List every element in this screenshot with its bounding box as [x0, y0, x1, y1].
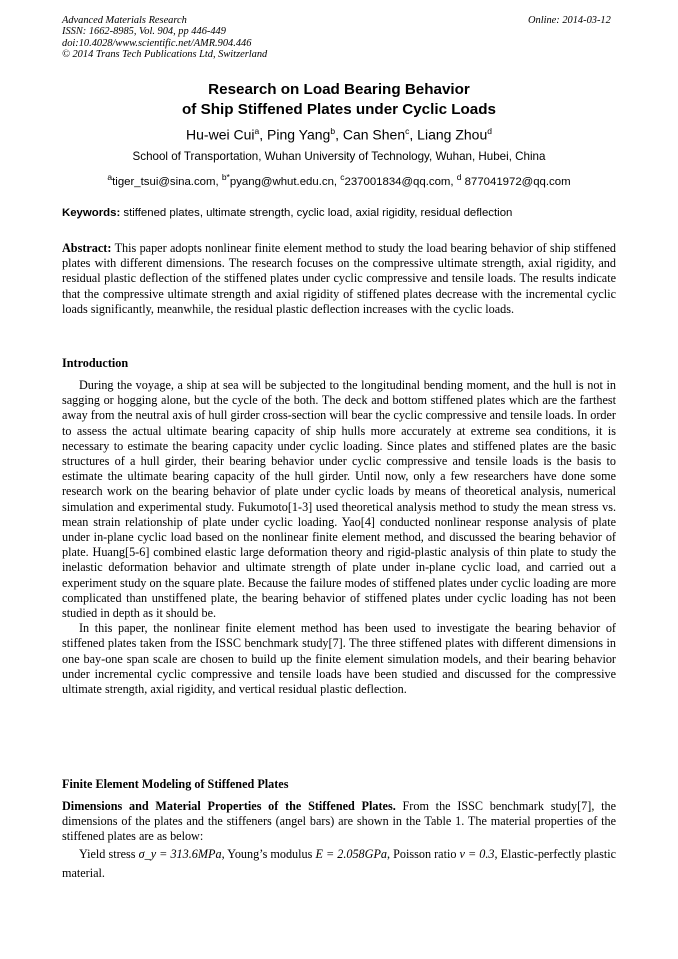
young-label: Young’s modulus [227, 847, 313, 861]
author-sup: c [405, 126, 410, 136]
email-sup: c [340, 172, 345, 182]
email-link[interactable]: tiger_tsui@sina.com, [112, 175, 222, 188]
section-heading-introduction: Introduction [62, 356, 129, 370]
journal-copyright: © 2014 Trans Tech Publications Ltd, Switzerland [62, 49, 268, 61]
dimensions-subsection [62, 799, 616, 845]
title-line-2: of Ship Stiffened Plates under Cyclic Loads [182, 101, 496, 118]
email-link[interactable]: 237001834@qq.com, [344, 175, 457, 188]
email-sup: b* [221, 172, 230, 182]
author-list [0, 121, 678, 145]
author-name: Hu-wei Cui [186, 126, 255, 143]
email-sup: a [107, 172, 113, 182]
email-sup: d [456, 172, 462, 182]
author-sup: b [330, 126, 336, 136]
paper-title [0, 80, 678, 120]
author-emails [0, 170, 678, 190]
affiliation: School of Transportation, Wuhan University of Technology, Wuhan, Hubei, China [132, 150, 546, 163]
poisson-value: ν = 0.3 [459, 847, 495, 861]
author-sup: a [254, 126, 260, 136]
abstract-text: This paper adopts nonlinear finite element method to study the load bearing behavior of ship stiffened plates with different dimensions. The research focuses on the compressive ultimate strength, axial rigidity, and residual plastic deflection of the stiffened plates under cyclic compressive and tensile loads. The results indicate that the compressive ultimate strength and axial rigidity of stiffened plates decrease with the incremental cyclic loads significantly, meanwhile, the residual plastic deflection increases with the cyclic loads. [62, 241, 617, 316]
keywords-label: Keywords: [62, 207, 121, 219]
email-link[interactable]: 877041972@qq.com [461, 175, 571, 188]
email-link[interactable]: pyang@whut.edu.cn, [229, 175, 341, 188]
poisson-label: Poisson ratio [393, 847, 457, 861]
yield-value: σ_y = 313.6MPa [138, 847, 222, 861]
author-separator: , [259, 126, 268, 143]
young-value: E = 2.058GPa [315, 847, 387, 861]
journal-doi: doi:10.4028/www.scientific.net/AMR.904.446 [62, 37, 252, 49]
abstract [62, 241, 616, 317]
paragraph: In this paper, the nonlinear finite element method has been used to investigate the bearing behavior of stiffened plates taken from the ISSC benchmark study[7]. The three stiffened plates with different dimensions in one bay-one span scale are chosen to build up the finite element simulation models, and their bearing behavior under incremental cyclic compressive and tensile loads have been studied and discussed for the compressive ultimate strength, axial rigidity, and vertical residual plastic deflection. [62, 621, 616, 697]
author-name: Can Shen [342, 126, 406, 143]
author-separator: , [409, 126, 418, 143]
journal-header [62, 15, 267, 61]
author-name: Liang Zhou [417, 126, 488, 143]
online-date: Online: 2014-03-12 [528, 15, 611, 26]
author-sup: d [487, 126, 492, 136]
material-properties: Yield stress σ_y = 313.6MPa, Young’s modulus E = 2.058GPa, Poisson ratio ν = 0.3, Elastic-perfectly plastic material. [62, 847, 617, 880]
abstract-label: Abstract: [62, 241, 112, 255]
journal-name: Advanced Materials Research [62, 15, 187, 26]
subsection-text: From the ISSC benchmark study[7], the dimensions of the plates and the stiffeners (angel bars) are shown in the Table 1. The material properties of the stiffened plates are as below: [62, 799, 617, 844]
journal-issn: ISSN: 1662-8985, Vol. 904, pp 446-449 [62, 26, 226, 38]
material-note: Elastic-perfectly plastic material. [62, 847, 617, 880]
section-heading-fe-modeling: Finite Element Modeling of Stiffened Plates [62, 777, 289, 791]
introduction-body [62, 378, 616, 697]
author-separator: , [335, 126, 343, 143]
keywords-text: stiffened plates, ultimate strength, cyclic load, axial rigidity, residual deflection [123, 207, 513, 219]
yield-label: Yield stress [79, 847, 136, 861]
keywords [62, 206, 616, 221]
author-name: Ping Yang [267, 126, 331, 143]
subsection-label: Dimensions and Material Properties of the Stiffened Plates. [62, 799, 396, 813]
paragraph: During the voyage, a ship at sea will be subjected to the longitudinal bending moment, and the hull is not in sagging or hogging alone, but the cycle of the both. The deck and bottom stiffened plates which are the farthest away from the neutral axis of hull girder cross-section will bear the cyclic compressive and tensile loads. In order to assess the actual ultimate bearing capacity of ship hulls more accurately at extreme sea conditions, it is necessary to estimate the bearing capacity under cyclic loading. Since plates and stiffened plates are the basic structures of a hull girder, their bearing behavior under cyclic compressive and tensile loads is the basis to estimate the ultimate bearing capacity of the hull girder. Until now, only a few researchers have done some research work on the bearing behavior of plate under cyclic loads by means of theoretical analysis, numerical simulation and experimental study. Fukumoto[1-3] used theoretical analysis method to study the mean stress vs. mean strain relationship of plate under cyclic loading. Yao[4] conducted nonlinear response analysis of plate under in-plane cyclic load based on the nonlinear finite element method, and discussed the bearing behavior of plate. Huang[5-6] combined elastic large deformation theory and rigid-plastic analysis of thin plate to study the inelastic deformation behavior and ultimate strength of plate under in-plane cyclic load, and carried out a experiment study on the square plate. Because the failure modes of stiffened plates under cyclic loading are more complicated than unstiffened plate, the bearing behavior of stiffened plates under cyclic loading has not been studied in depth as it should be. [62, 378, 616, 621]
title-line-1: Research on Load Bearing Behavior [208, 81, 470, 98]
